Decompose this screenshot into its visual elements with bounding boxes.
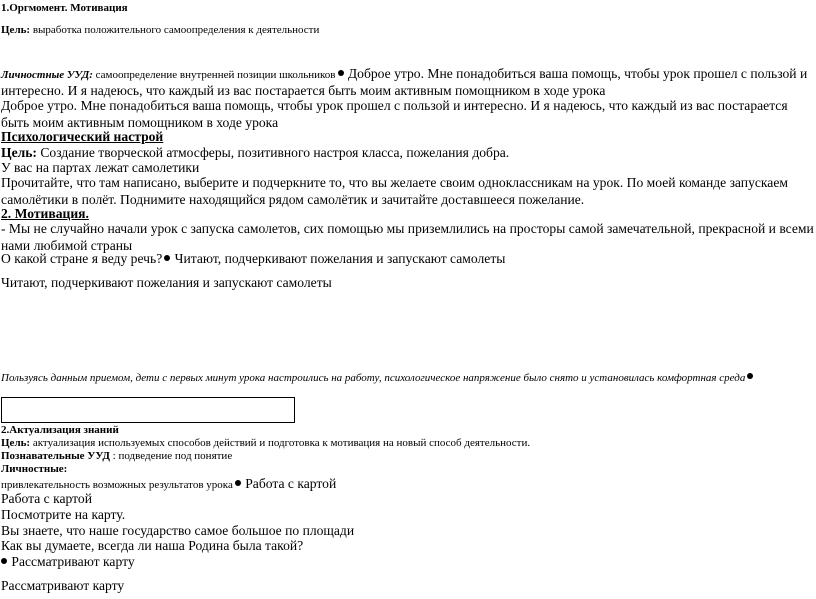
personal-text: привлекательность возможных результатов урока: [1, 479, 233, 491]
bullet-icon: [164, 255, 170, 261]
bullet-icon: [1, 558, 7, 564]
psych-goal-label: Цель:: [1, 145, 37, 160]
greeting-inline: Доброе утро. Мне понадобиться ваша помощь, чтобы урок прошел с пользой и интересно. И я надеюсь, что каждый из вас постарается быть моим активным помощником в ходе урока: [1, 66, 808, 98]
map-repeat: Работа с картой: [1, 491, 92, 506]
cog-label: Познавательные УУД: [1, 450, 110, 462]
cognitive-uud: [1, 450, 814, 463]
psych-goal-text: Создание творческой атмосферы, позитивного настроя класса, пожелания добра.: [36, 145, 510, 160]
conclusion-paragraph: [1, 370, 814, 387]
planes-line: У вас на партах лежат самолетики: [1, 160, 200, 175]
examine-line: [1, 553, 814, 570]
motivation-heading: 2. Мотивация.: [1, 206, 89, 221]
bullet-icon: [747, 373, 753, 379]
uud-label: Личностные УУД:: [1, 69, 93, 81]
motivation-text: - Мы не случайно начали урок с запуска самолетов, сих помощью мы приземлились на просторы самой замечательной, прекрасной и всеми нами любимой страны: [1, 221, 814, 253]
section-1-heading: 1.Оргмомент. Мотивация: [1, 2, 128, 14]
goal-label: Цель:: [1, 24, 31, 36]
country-question-line: [1, 250, 814, 267]
uud-text: самоопределение внутренней позиции школьников: [92, 69, 336, 81]
conclusion-text: Пользуясь данным приемом, дети с первых минут урока настроились на работу, психологическое напряжение было снято и установилась комфортная среда: [1, 372, 746, 384]
personal-label: Личностные:: [1, 463, 68, 475]
goal-text: выработка положительного самоопределения к деятельности: [30, 24, 320, 36]
section-1-goal: [1, 24, 814, 37]
answer-box[interactable]: [1, 397, 295, 423]
s2-goal-text: актуализация используемых способов действий и подготовка к мотивация на новый способ деятельности.: [30, 437, 531, 449]
bullet-icon: [338, 70, 344, 76]
look-at-map: Посмотрите на карту.: [1, 507, 126, 522]
examine-inline: Рассматривают карту: [8, 554, 135, 569]
largest-country: Вы знаете, что наше государство самое большое по площади: [1, 523, 355, 538]
read-repeat: Читают, подчеркивают пожелания и запускают самолеты: [1, 275, 332, 290]
bullet-icon: [235, 480, 241, 486]
psych-heading: Психологический настрой: [1, 129, 164, 144]
greeting-repeat: Доброе утро. Мне понадобиться ваша помощь, чтобы урок прошел с пользой и интересно. И я надеюсь, что каждый из вас постарается быть моим активным помощником в ходе урока: [1, 98, 788, 130]
section-2-heading: 2.Актуализация знаний: [1, 424, 119, 436]
personal-uud-paragraph: [1, 65, 814, 99]
map-inline: Работа с картой: [241, 476, 337, 491]
instructions: Прочитайте, что там написано, выберите и подчеркните то, что вы желаете своим одноклассникам на урок. По моей команде запускаем самолётики в полёт. Поднимите находящийся рядом самолётик и зачитайте доставшееся пожелание.: [1, 175, 788, 207]
cog-text: : подведение под понятие: [109, 450, 233, 462]
read-inline: Читают, подчеркивают пожелания и запускают самолеты: [171, 251, 506, 266]
examine-repeat: Рассматривают карту: [1, 578, 125, 593]
section-2-goal: [1, 437, 814, 450]
country-question: О какой стране я веду речь?: [1, 251, 163, 266]
s2-goal-label: Цель:: [1, 437, 31, 449]
motherland-question: Как вы думаете, всегда ли наша Родина была такой?: [1, 538, 304, 553]
